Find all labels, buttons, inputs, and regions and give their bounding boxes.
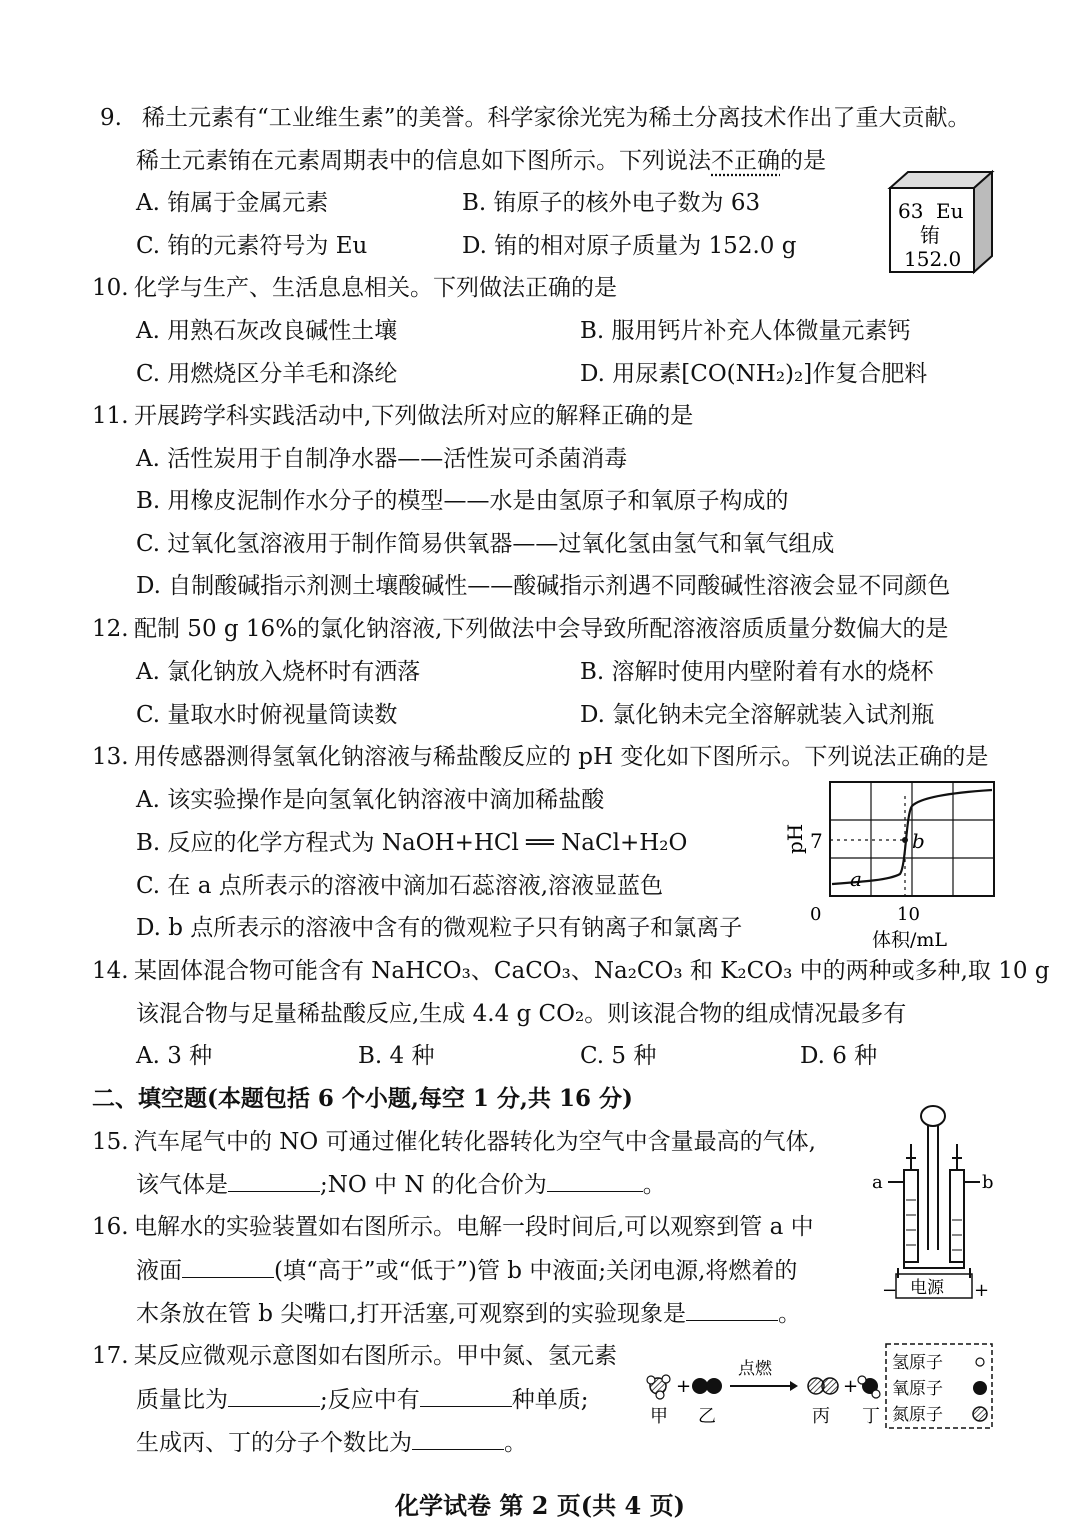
q12-number: 12. [92, 616, 129, 642]
q15-line1 [92, 1127, 816, 1157]
q9-emphasis: 不正确 [711, 148, 780, 174]
q9-number: 9. [100, 105, 122, 131]
label-bing: 丙 [812, 1406, 830, 1427]
section-heading: 二、填空题(本题包括 6 个小题,每空 1 分,共 16 分) [92, 1085, 633, 1112]
q9-option-a: A. 铕属于金属元素 [136, 190, 329, 216]
q17-blank-2[interactable] [420, 1384, 512, 1407]
tube-b-label: b [982, 1172, 994, 1193]
element-name: 铕 [920, 223, 940, 247]
plus-sign-1: + [676, 1376, 692, 1397]
q16-blank-1[interactable] [182, 1255, 274, 1278]
graph-point-a: a [850, 867, 862, 891]
graph-xtick-10: 10 [897, 904, 920, 925]
q17-number: 17. [92, 1343, 129, 1369]
q14-option-b: B. 4 种 [358, 1043, 435, 1069]
power-label: 电源 [910, 1278, 944, 1298]
q10-stem: 化学与生产、生活息息相关。下列做法正确的是 [134, 275, 617, 301]
element-mass: 152.0 [904, 247, 962, 271]
q12-stem-line [92, 614, 948, 644]
q14-option-d: D. 6 种 [800, 1043, 878, 1069]
q10-stem-line [92, 273, 617, 303]
element-symbol: Eu [936, 199, 964, 223]
q13-option-c: C. 在 a 点所表示的溶液中滴加石蕊溶液,溶液显蓝色 [136, 873, 664, 899]
q16-text-d: 。 [777, 1301, 801, 1327]
graph-xtick-0: 0 [810, 904, 822, 925]
q12-option-c: C. 量取水时俯视量筒读数 [136, 702, 398, 728]
legend-o: 氧原子 [892, 1379, 943, 1399]
q16-line3 [136, 1298, 801, 1329]
electrolysis-figure [868, 1100, 998, 1300]
ph-curve-figure [780, 776, 1000, 952]
q16-text-b: (填“高于”或“低于”)管 b 中液面;关闭电源,将燃着的 [274, 1258, 798, 1284]
q16-text-c: 木条放在管 b 尖嘴口,打开活塞,可观察到的实验现象是 [136, 1301, 686, 1327]
q12-option-d: D. 氯化钠未完全溶解就装入试剂瓶 [580, 702, 935, 728]
q10-option-b: B. 服用钙片补充人体微量元素钙 [580, 318, 911, 344]
q9-line1 [100, 103, 971, 133]
q14-stem-2: 该混合物与足量稀盐酸反应,生成 4.4 g CO₂。则该混合物的组成情况最多有 [136, 1001, 907, 1027]
plus-sign-2: + [843, 1376, 859, 1397]
q15-blank-2[interactable] [547, 1169, 643, 1192]
q16-line2 [136, 1255, 797, 1286]
q16-stem-1: 电解水的实验装置如右图所示。电解一段时间后,可以观察到管 a 中 [134, 1214, 814, 1240]
q17-text-e: 。 [504, 1430, 527, 1456]
q10-number: 10. [92, 275, 129, 301]
q11-option-b: B. 用橡皮泥制作水分子的模型——水是由氢原子和氧原子构成的 [136, 488, 789, 514]
q16-blank-2[interactable] [686, 1298, 778, 1321]
graph-xlabel: 体积/mL [872, 929, 948, 951]
q13-option-d: D. b 点所表示的溶液中含有的微观粒子只有钠离子和氯离子 [136, 915, 743, 941]
q15-number: 15. [92, 1129, 129, 1155]
q9-option-b: B. 铕原子的核外电子数为 63 [462, 190, 761, 216]
q17-stem-1: 某反应微观示意图如右图所示。甲中氮、氢元素 [134, 1343, 617, 1369]
graph-ylabel: pH [783, 823, 807, 854]
q13-option-b: B. 反应的化学方程式为 NaOH+HCl ══ NaCl+H₂O [136, 830, 688, 856]
q14-number: 14. [92, 958, 129, 984]
element-number: 63 [898, 199, 924, 223]
graph-point-b: b [912, 829, 925, 853]
q17-text-b: ;反应中有 [320, 1387, 420, 1413]
q17-blank-1[interactable] [228, 1384, 320, 1407]
q12-stem: 配制 50 g 16%的氯化钠溶液,下列做法中会导致所配溶液溶质质量分数偏大的是 [134, 616, 949, 642]
reaction-figure [640, 1340, 996, 1432]
q9-stem-2c: 的是 [780, 148, 826, 174]
q17-line2 [136, 1384, 589, 1415]
tube-a-label: a [872, 1172, 883, 1193]
q13-stem-line [92, 742, 988, 772]
q9-line2 [136, 146, 826, 176]
element-cell-figure [884, 168, 996, 276]
q15-text-a: 该气体是 [136, 1172, 228, 1198]
q17-text-a: 质量比为 [136, 1387, 228, 1413]
q10-option-d: D. 用尿素[CO(NH₂)₂]作复合肥料 [580, 361, 928, 387]
q17-text-c: 种单质; [511, 1387, 589, 1413]
q17-line3 [136, 1427, 527, 1458]
q10-option-a: A. 用熟石灰改良碱性土壤 [136, 318, 398, 344]
q13-option-a: A. 该实验操作是向氢氧化钠溶液中滴加稀盐酸 [136, 787, 605, 813]
q9-stem-1: 稀土元素有“工业维生素”的美誉。科学家徐光宪为稀土分离技术作出了重大贡献。 [142, 105, 971, 131]
q11-option-d: D. 自制酸碱指示剂测土壤酸碱性——酸碱指示剂遇不同酸碱性溶液会显不同颜色 [136, 573, 951, 599]
q13-stem: 用传感器测得氢氧化钠溶液与稀盐酸反应的 pH 变化如下图所示。下列说法正确的是 [134, 744, 989, 770]
q15-stem-1: 汽车尾气中的 NO 可通过催化转化器转化为空气中含量最高的气体, [134, 1129, 816, 1155]
plus-label: + [974, 1280, 990, 1300]
q17-blank-3[interactable] [412, 1427, 504, 1450]
q16-number: 16. [92, 1214, 129, 1240]
q14-stem-1: 某固体混合物可能含有 NaHCO₃、CaCO₃、Na₂CO₃ 和 K₂CO₃ 中的两种或多种,取 10 g [134, 958, 1050, 984]
q9-stem-2a: 稀土元素铕在元素周期表中的信息如下图所示。下列说法 [136, 148, 711, 174]
q14-line1 [92, 956, 1050, 986]
graph-ytick: 7 [810, 829, 823, 853]
q11-stem: 开展跨学科实践活动中,下列做法所对应的解释正确的是 [134, 403, 694, 429]
q11-stem-line [92, 401, 693, 431]
q17-line1 [92, 1341, 617, 1371]
reaction-condition: 点燃 [738, 1359, 772, 1379]
q15-text-c: 。 [642, 1172, 666, 1198]
page-footer: 化学试卷 第 2 页(共 4 页) [395, 1491, 685, 1520]
label-jia: 甲 [650, 1406, 668, 1427]
q11-option-c: C. 过氧化氢溶液用于制作简易供氧器——过氧化氢由氢气和氧气组成 [136, 531, 835, 557]
q9-option-c: C. 铕的元素符号为 Eu [136, 233, 368, 259]
q16-text-a: 液面 [136, 1258, 182, 1284]
q12-option-a: A. 氯化钠放入烧杯时有洒落 [136, 659, 421, 685]
q16-line1 [92, 1212, 814, 1242]
q15-blank-1[interactable] [228, 1169, 320, 1192]
q14-option-c: C. 5 种 [580, 1043, 657, 1069]
q11-option-a: A. 活性炭用于自制净水器——活性炭可杀菌消毒 [136, 446, 628, 472]
q11-number: 11. [92, 403, 129, 429]
q15-line2 [136, 1169, 666, 1200]
q10-option-c: C. 用燃烧区分羊毛和涤纶 [136, 361, 398, 387]
q13-number: 13. [92, 744, 129, 770]
q14-option-a: A. 3 种 [136, 1043, 213, 1069]
label-yi: 乙 [698, 1406, 716, 1427]
q9-option-d: D. 铕的相对原子质量为 152.0 g [462, 233, 797, 259]
q17-text-d: 生成丙、丁的分子个数比为 [136, 1430, 412, 1456]
label-ding: 丁 [862, 1406, 880, 1427]
q15-text-b: ;NO 中 N 的化合价为 [320, 1172, 547, 1198]
legend-h: 氢原子 [892, 1353, 943, 1373]
minus-label: − [882, 1280, 898, 1300]
q12-option-b: B. 溶解时使用内壁附着有水的烧杯 [580, 659, 934, 685]
legend-n: 氮原子 [892, 1405, 943, 1425]
